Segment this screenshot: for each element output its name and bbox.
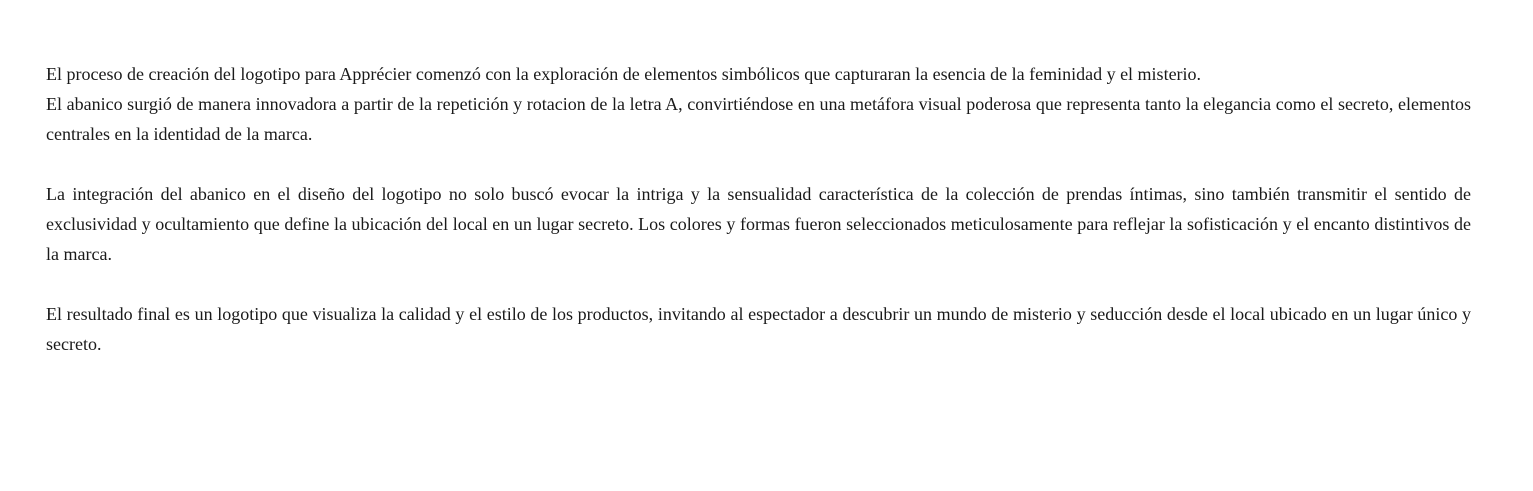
document-body — [46, 59, 1471, 359]
paragraph-3: El resultado final es un logotipo que visualiza la calidad y el estilo de los productos, invitando al espectador a descubrir un mundo de misterio y seducción desde el local ubicado en un lugar único y secreto. — [46, 304, 1471, 354]
paragraph-1 — [46, 59, 1471, 149]
paragraph-1-line-1: El proceso de creación del logotipo para Apprécier comenzó con la exploración de elementos simbólicos que capturaran la esencia de la feminidad y el misterio. — [46, 64, 1202, 84]
paragraph-2: La integración del abanico en el diseño del logotipo no solo buscó evocar la intriga y la sensualidad característica de la colección de prendas íntimas, sino también transmitir el sentido de exclusividad y ocultamiento que define la ubicación del local en un lugar secreto. Los colores y formas fueron seleccionados meticulosamente para reflejar la sofisticación y el encanto distintivos de la marca. — [46, 184, 1471, 264]
paragraph-1-line-2: El abanico surgió de manera innovadora a partir de la repetición y rotacion de la letra A, convirtiéndose en una metáfora visual poderosa que representa tanto la elegancia como el secreto, elementos centrales en la identidad de la marca. — [46, 94, 1471, 144]
